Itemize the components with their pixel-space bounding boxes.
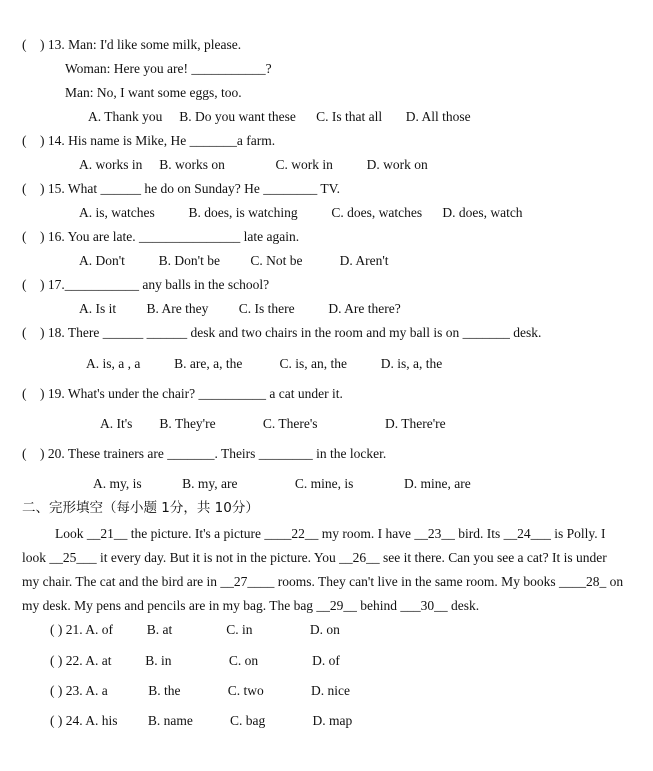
text-line: A. my, is B. my, are C. mine, is D. mine, are xyxy=(93,476,471,491)
text-line: ( ) 15. What ______ he do on Sunday? He ________ TV. xyxy=(22,181,340,196)
text-line: Woman: Here you are! ___________? xyxy=(65,61,272,76)
text-line: Look __21__ the picture. It's a picture ____22__ my room. I have __23__ bird. Its __24___ is Polly. I xyxy=(55,526,606,541)
text-line: A. It's B. They're C. There's D. There're xyxy=(100,416,446,431)
text-line: A. is, a , a B. are, a, the C. is, an, the D. is, a, the xyxy=(86,356,443,371)
text-line: my chair. The cat and the bird are in __27____ rooms. They can't live in the same room. My books ____28_ on xyxy=(22,574,624,589)
text-line: A. is, watches B. does, is watching C. does, watches D. does, watch xyxy=(79,205,523,220)
text-line: ( ) 13. Man: I'd like some milk, please. xyxy=(22,37,242,52)
text-line: ( ) 23. A. a B. the C. two D. nice xyxy=(50,683,350,698)
text-line: A. Thank you B. Do you want these C. Is that all D. All those xyxy=(88,109,471,124)
text-line: A. works in B. works on C. work in D. work on xyxy=(79,157,428,172)
text-line: A. Is it B. Are they C. Is there D. Are there? xyxy=(79,301,401,316)
text-line: look __25___ it every day. But it is not in the picture. You __26__ see it there. Can you see a cat? It is under xyxy=(22,550,607,565)
section-heading: 二、完形填空（每小题 1分，共 10分） xyxy=(22,500,259,516)
text-line: ( ) 18. There ______ ______ desk and two chairs in the room and my ball is on _______ desk. xyxy=(22,325,542,340)
text-line: ( ) 20. These trainers are _______. Theirs ________ in the locker. xyxy=(22,446,387,461)
text-line: ( ) 16. You are late. _______________ late again. xyxy=(22,229,300,244)
text-line: ( ) 21. A. of B. at C. in D. on xyxy=(50,622,340,637)
text-line: ( ) 24. A. his B. name C. bag D. map xyxy=(50,713,353,728)
text-line: ( ) 19. What's under the chair? __________ a cat under it. xyxy=(22,386,343,401)
text-line: my desk. My pens and pencils are in my bag. The bag __29__ behind ___30__ desk. xyxy=(22,598,480,613)
text-line: A. Don't B. Don't be C. Not be D. Aren't xyxy=(79,253,389,268)
text-line: Man: No, I want some eggs, too. xyxy=(65,85,242,100)
text-line: ( ) 22. A. at B. in C. on D. of xyxy=(50,653,340,668)
text-line: ( ) 17.___________ any balls in the school? xyxy=(22,277,270,292)
text-line: ( ) 14. His name is Mike, He _______a farm. xyxy=(22,133,276,148)
